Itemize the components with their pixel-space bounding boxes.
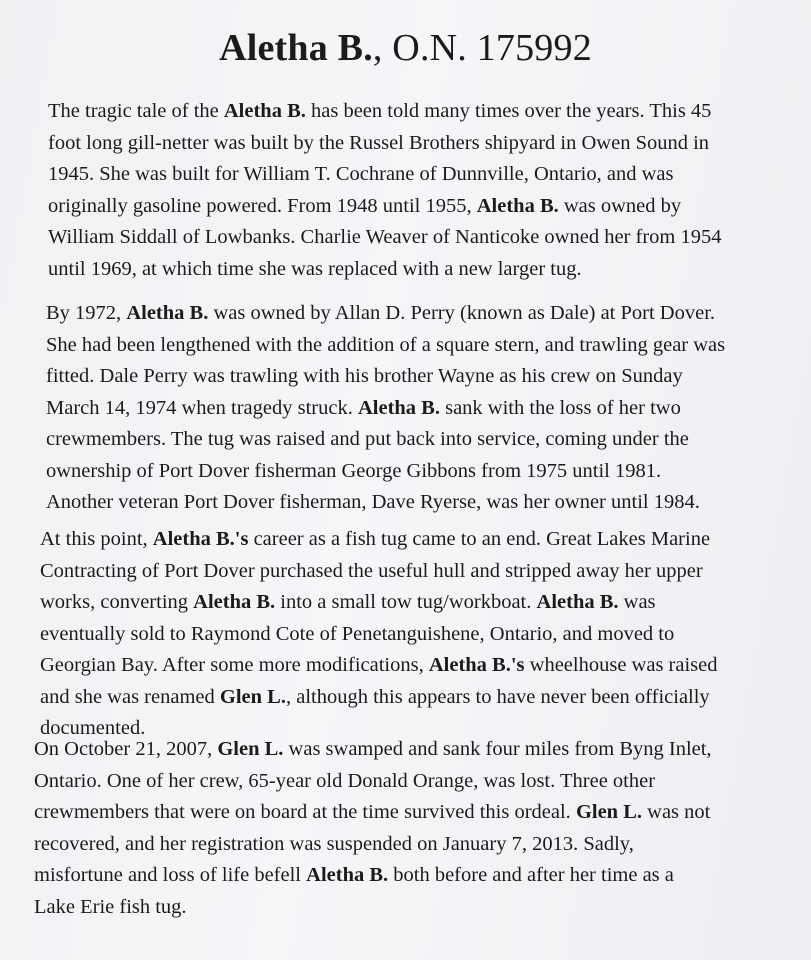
text-line [48, 191, 788, 223]
text-line [34, 766, 789, 798]
text-line [46, 424, 791, 456]
vessel-name: Aletha B. [306, 864, 389, 886]
vessel-name: Aletha B.'s [152, 528, 249, 550]
text-run: was swamped and sank four miles from Byng Inlet, [283, 738, 712, 760]
text-line [40, 650, 785, 682]
text-line [40, 587, 785, 619]
text-run: foot long gill-netter was built by the Russel Brothers shipyard in Owen Sound in [48, 131, 710, 154]
vessel-name: Glen L. [219, 685, 286, 708]
text-run: works, converting [40, 591, 194, 613]
text-run: , although this appears to have never been officially [285, 685, 710, 708]
vessel-name: Aletha B.'s [428, 654, 525, 676]
title-vessel-name: Aletha B. [219, 27, 373, 69]
vessel-name: Aletha B. [357, 396, 440, 419]
text-line [46, 393, 791, 425]
title-official-number: , O.N. 175992 [372, 27, 592, 69]
text-run: was owned by [558, 194, 682, 217]
text-line [34, 860, 789, 892]
text-line [48, 254, 788, 286]
text-line [34, 892, 789, 924]
vessel-name: Aletha B. [223, 100, 306, 122]
text-run: Ontario. One of her crew, 65-year old Donald Orange, was lost. Three other [34, 769, 656, 792]
text-run: William Siddall of Lowbanks. Charlie Weaver of Nanticoke owned her from 1954 [48, 226, 722, 248]
text-run: wheelhouse was raised [524, 654, 718, 676]
text-line [34, 797, 789, 829]
text-line [46, 330, 791, 362]
text-run: recovered, and her registration was suspended on January 7, 2013. Sadly, [34, 832, 634, 855]
vessel-name: Glen L. [575, 801, 643, 823]
paragraph-tragedy [46, 298, 791, 519]
text-run: has been told many times over the years. This 45 [305, 100, 712, 122]
text-run: Georgian Bay. After some more modifications, [40, 654, 429, 676]
text-run: career as a fish tug came to an end. Great Lakes Marine [248, 528, 711, 550]
text-run: sank with the loss of her two [439, 396, 681, 419]
vessel-name: Glen L. [217, 738, 284, 760]
paragraph-conversion [40, 524, 785, 745]
text-run: By 1972, [46, 302, 127, 324]
paragraph-history [48, 96, 788, 285]
text-run: March 14, 1974 when tragedy struck. [46, 396, 358, 419]
text-run: into a small tow tug/workboat. [275, 591, 537, 613]
text-run: was not [642, 801, 711, 823]
text-line [40, 524, 785, 556]
text-run: The tragic tale of the [48, 100, 224, 122]
text-run: fitted. Dale Perry was trawling with his brother Wayne as his crew on Sunday [46, 365, 683, 387]
text-run: misfortune and loss of life befell [34, 864, 307, 886]
text-run: crewmembers that were on board at the time survived this ordeal. [34, 801, 576, 823]
text-line [48, 159, 788, 191]
page-title [0, 26, 811, 70]
text-run: and she was renamed [40, 685, 220, 708]
vessel-name: Aletha B. [536, 591, 619, 613]
text-run: ownership of Port Dover fisherman George Gibbons from 1975 until 1981. [46, 459, 662, 482]
text-run: Lake Erie fish tug. [34, 895, 187, 918]
text-run: eventually sold to Raymond Cote of Penetanguishene, Ontario, and moved to [40, 622, 675, 645]
text-run: At this point, [40, 528, 153, 550]
text-run: documented. [40, 717, 146, 739]
text-line [46, 487, 791, 519]
paragraph-sinking [34, 734, 789, 923]
text-run: 1945. She was built for William T. Cochrane of Dunnville, Ontario, and was [48, 163, 674, 185]
text-run: originally gasoline powered. From 1948 until 1955, [48, 194, 477, 217]
text-run: On October 21, 2007, [34, 738, 218, 760]
text-run: until 1969, at which time she was replaced with a new larger tug. [48, 257, 582, 280]
text-run: was owned by Allan D. Perry (known as Dale) at Port Dover. [208, 302, 716, 324]
text-run: crewmembers. The tug was raised and put back into service, coming under the [46, 428, 689, 450]
text-line [48, 96, 788, 128]
text-line [34, 734, 789, 766]
text-run: Contracting of Port Dover purchased the useful hull and stripped away her upper [40, 559, 703, 582]
text-line [48, 128, 788, 160]
text-line [40, 619, 785, 651]
text-line [40, 556, 785, 588]
text-line [46, 361, 791, 393]
text-run: She had been lengthened with the addition of a square stern, and trawling gear was [46, 333, 726, 356]
text-run: both before and after her time as a [388, 864, 674, 886]
text-line [34, 829, 789, 861]
text-line [48, 222, 788, 254]
text-line [40, 682, 785, 714]
text-line [46, 456, 791, 488]
vessel-name: Aletha B. [126, 302, 209, 324]
text-run: Another veteran Port Dover fisherman, Dave Ryerse, was her owner until 1984. [46, 491, 700, 513]
vessel-name: Aletha B. [193, 591, 276, 613]
text-run: was [618, 591, 656, 613]
vessel-name: Aletha B. [476, 194, 559, 217]
text-line [46, 298, 791, 330]
